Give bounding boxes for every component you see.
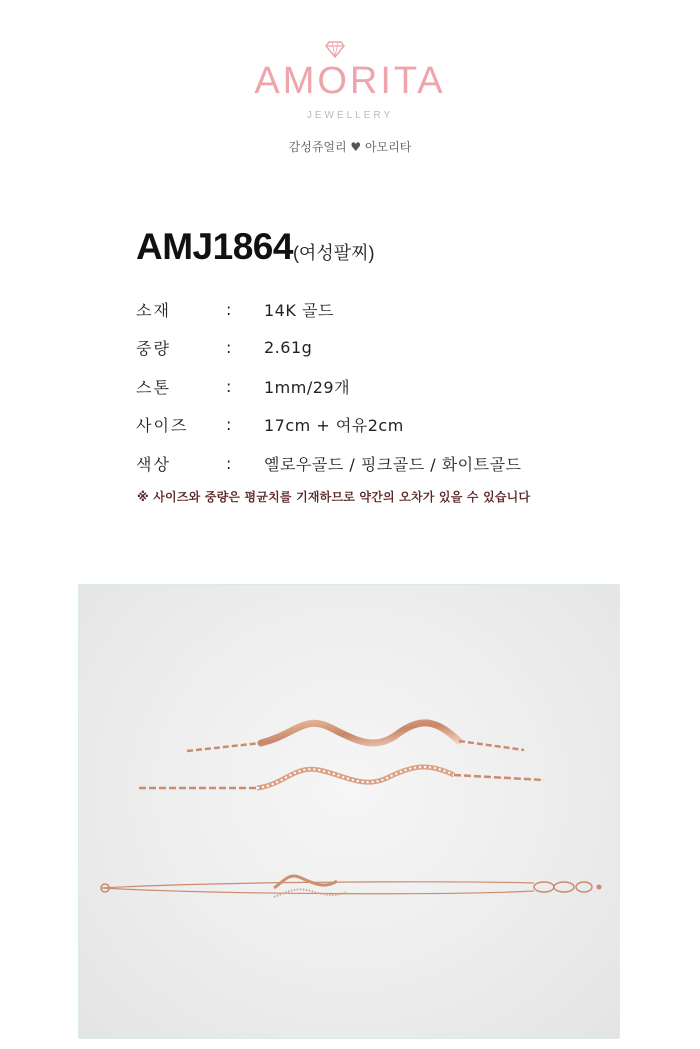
- spec-label: 소재: [136, 300, 171, 320]
- spec-row-stone: [136, 367, 616, 406]
- bracelet-double-chain: [101, 876, 602, 897]
- brand-subtitle: JEWELLERY: [306, 110, 394, 121]
- spec-label: 사이즈: [136, 416, 189, 436]
- brand-name: AMORITA: [254, 60, 446, 102]
- spec-row-material: [136, 290, 616, 329]
- spec-colon: :: [226, 299, 232, 319]
- spec-row-weight: [136, 329, 616, 368]
- bracelet-stone-wave: [139, 767, 544, 788]
- product-code: AMJ1864: [136, 226, 293, 267]
- spec-row-size: [136, 406, 616, 445]
- spec-colon: :: [226, 415, 232, 435]
- product-subtitle: (여성팔찌): [292, 243, 375, 263]
- spec-value: 14K 골드: [264, 300, 334, 320]
- spec-value: 17cm + 여유2cm: [264, 416, 404, 436]
- spec-colon: :: [226, 338, 232, 358]
- product-title: [136, 226, 374, 268]
- bracelet-photo: [79, 585, 619, 1038]
- tagline: 감성쥬얼리 ♥ 아모리타: [288, 140, 412, 154]
- spec-row-color: [136, 444, 616, 483]
- spec-label: 중량: [136, 339, 171, 359]
- diamond-ring-icon: [325, 40, 345, 58]
- spec-colon: :: [226, 376, 232, 396]
- spec-value: 1mm/29개: [264, 377, 351, 397]
- spec-colon: :: [226, 453, 232, 473]
- size-weight-notice: ※ 사이즈와 중량은 평균치를 기재하므로 약간의 오차가 있을 수 있습니다: [137, 490, 531, 504]
- bracelet-plain-wave: [187, 723, 524, 751]
- spec-table: [136, 290, 616, 483]
- spec-label: 스톤: [136, 377, 171, 397]
- spec-value: 2.61g: [264, 338, 313, 358]
- spec-value: 옐로우골드 / 핑크골드 / 화이트골드: [264, 454, 522, 474]
- spec-label: 색상: [136, 454, 171, 474]
- product-photo: [78, 584, 620, 1039]
